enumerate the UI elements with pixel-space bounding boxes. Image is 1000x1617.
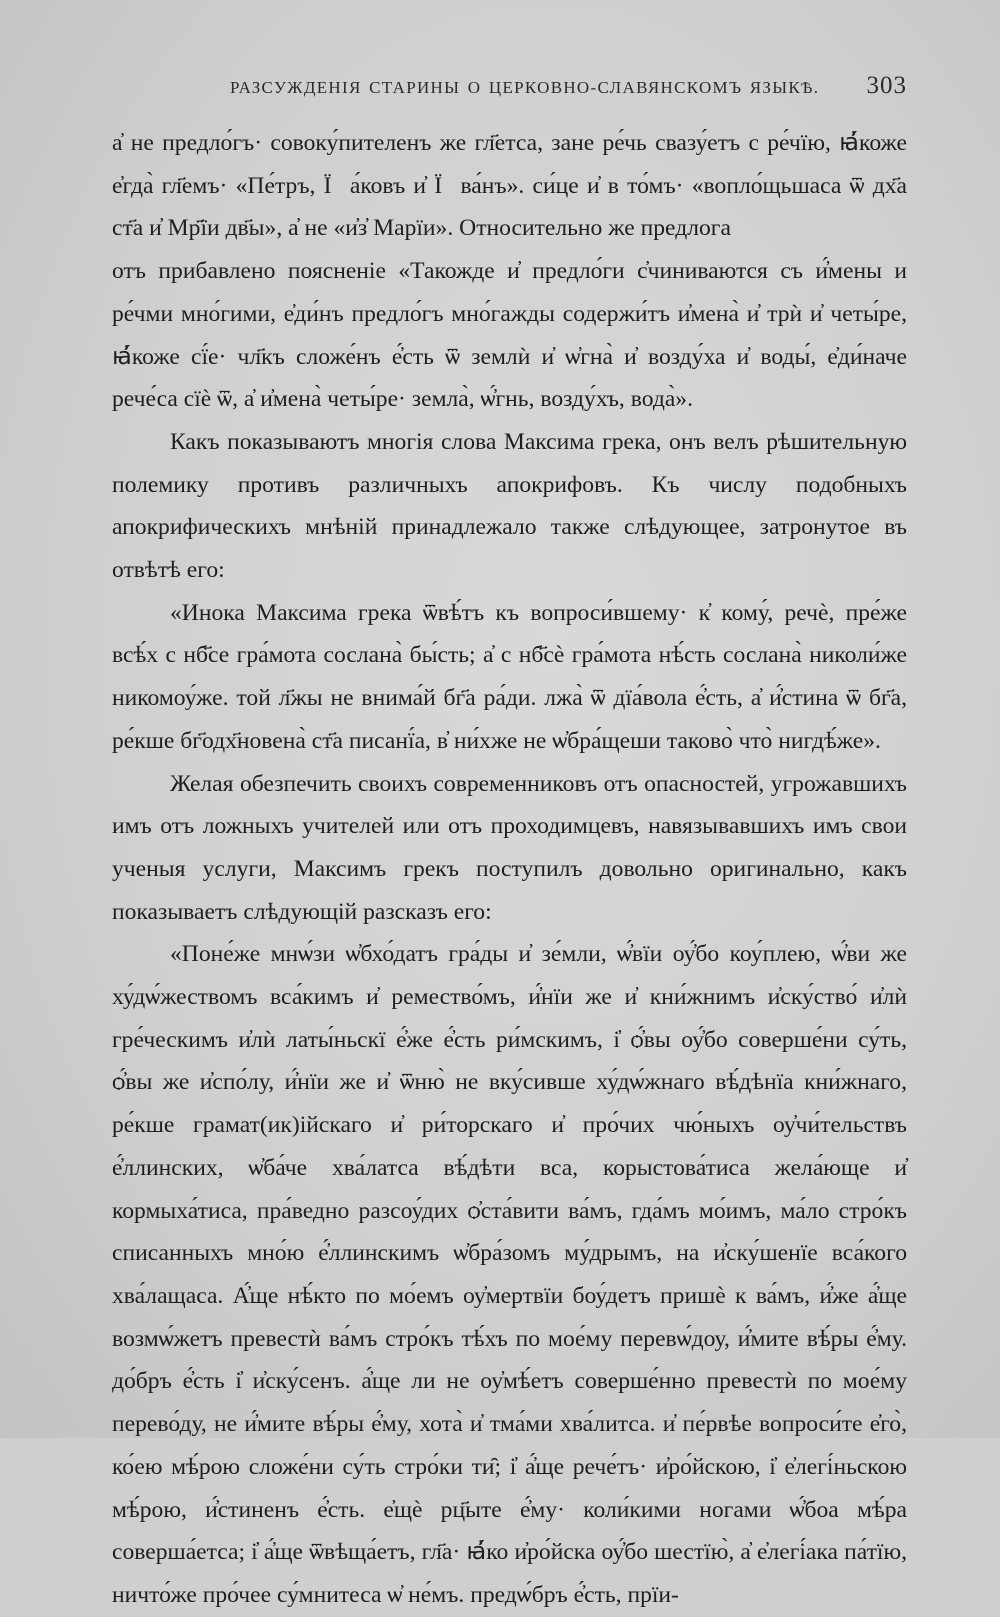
paragraph-3: Какъ показываютъ многія слова Максима грека, онъ велъ рѣшительную полемику противъ различныхъ апокрифовъ. Къ числу подобныхъ апокрифическихъ мнѣній принадлежало также слѣдующее, затронутое въ отвѣтѣ его: <box>112 428 907 584</box>
page-header <box>112 72 907 106</box>
quote-1: «Инока Максима грека ѿвѣ́тъ къ вопроси́вшему· к̓ кому́, речѐ, пре́же всѣ́х с нб҃се гра́мота сослана̀ бы́сть; а҆ с нб҃сѐ гра́мота нѣ́сть сослана̀ николи́же никомоу́же. той л҃жы не внима́й бг҃а ра́ди. лжа̀ ѿ дїа́вола е҆́сть, а҆ и҆́стина ѿ бг҃а, ре́кше бг҃одх҃новена̀ ст҃а писанї́а, в̓ ни́хже не ѡ҆бра́щеши таково̀ что̀ нигдѣ́же». <box>112 599 907 754</box>
quote-2: «Поне́же мнѡ́зи ѡ҆бхо́датъ гра́ды и҆ зе́мли, ѡ҆́вїи оу҆́бо коу́плею, ѡ҆́ви же ху́дѡ́жествомъ вса́кимъ и҆ ремество́мъ, и҆́нїи же и҆ кни́жнимъ и҆ску́ство́ и҆лѝ гре́ческимъ и҆лѝ латы́ньскї е҆́же е҆́сть ри́мскимъ, і҆ ѻ҆́вы оу҆́бо соверше́ни су́ть, ѻ҆́вы же и҆спо́лу, и҆́нїи же и҆ ѿню̀ не вку́сивше ху́дѡ́жнаго вѣ́дѣнїа кни́жнаго, ре́кше грамат(ик)ійскаго и҆ ри́торскаго и҆ про́чих чю́ныхъ оу҆чи́тельствъ е҆́ллинских, ѡ҆ба́че хва́латса вѣ́дѣти вса, корыстова́тиса жела́юще и҆ кормыха́тиса, пра́ведно разсоу́дих ѻ҆ста́вити ва́мъ, гда́мъ мо́имъ, ма́ло стро́къ списанныхъ мно́ю е҆́ллинскимъ ѡ҆бра́зомъ му́дрымъ, на и҆ску́шенїе вса́кого хва́лащаса. А҆́ще нѣ́кто по мо́емъ оу҆мертвїи боу́детъ пришѐ к ва́мъ, и҆́же а҆́ще возмѡ́жетъ превестѝ ва́мъ стро́къ тѣ́хъ по мое́му перевѡ́доу, и҆́мите вѣ́ры е҆́му. до́бръ е҆́сть і҆ и҆ску́сенъ. а҆́ще ли не оу҆мѣ́етъ соверше́нно превестѝ по мое́му перево́ду, не и҆́мите вѣ́ры е҆́му, хота̀ и҆ тма́ми хва́литса. и҆ пе́рвѣе вопроси́те е҆го̀, ко́ею мѣ́рою сложе́ни су́ть стро́ки ти̑; і҆ а҆́ще рече́тъ· и҆ро́йскою, і҆ е҆легі́ньскою мѣ́рою, и҆́стиненъ е҆́сть. е҆щѐ рц҃ыте е҆́му· коли́кими ногами ѡ҆́боа мѣ́ра соверша́етса; і҆ а҆́ще ѿвѣща́етъ, гл҃а· ꙗ҆́ко и҆ро́йска оу҆́бо шестїю̀, а҆ е҆легі́ака па́тїю, ничто́же про́чее су́мнитеса ѡ҆ не́мъ. предѡ́бръ е҆́сть, прїи- <box>112 941 907 1608</box>
paragraph-1: а̓ не предло́гъ· совоку́пителенъ же гл҃етса, зане ре́чь свазу́етъ с ре́чїю, ꙗ҆́коже е҆гда̀ гл҃емъ· «Пе́тръ, Ї꙽а́ковъ и҆ Ї꙽ва́нъ». си́це и҆ в то́мъ· «вопло́щьшаса ѿ дх҃а ст҃а и҆ Мр҃їи дв҃ы», а҆ не «и҆з̓ Марїи». Относительно же предлога <box>112 130 907 242</box>
page-body <box>112 122 907 1617</box>
paragraph-2: отъ прибавлено поясненіе «Такожде и҆ предло́ги с҆чиниваются съ и҆́мены и ре́чми мно́гими, е҆ди́нъ предло́гъ мно́гажды содержи́тъ и҆мена̀ и҆ трѝ и҆ четы́ре, ꙗ҆́коже сї́е· чл҃къ сложе́нъ е҆́сть ѿ землѝ и҆ ѡ҆гна̀ и҆ возду́ха и҆ воды́, е҆ди́наче рече́са сїѐ ѿ, а҆ и҆мена̀ четы́ре· земла̀, ѡ҆́гнь, возду́хъ, вода̀». <box>112 258 907 413</box>
page-number: 303 <box>866 72 907 99</box>
paragraph-4: Желая обезпечить своихъ современниковъ отъ опасностей, угрожавшихъ имъ отъ ложныхъ учителей или отъ проходимцевъ, навязывавшихъ имъ свои ученыя услуги, Максимъ грекъ поступилъ довольно оригинально, какъ показываетъ слѣдующій разсказъ его: <box>112 770 907 925</box>
running-title: РАЗСУЖДЕНІЯ СТАРИНЫ О ЦЕРКОВНО-СЛАВЯНСКОМЪ ЯЗЫКѢ. <box>230 78 820 97</box>
